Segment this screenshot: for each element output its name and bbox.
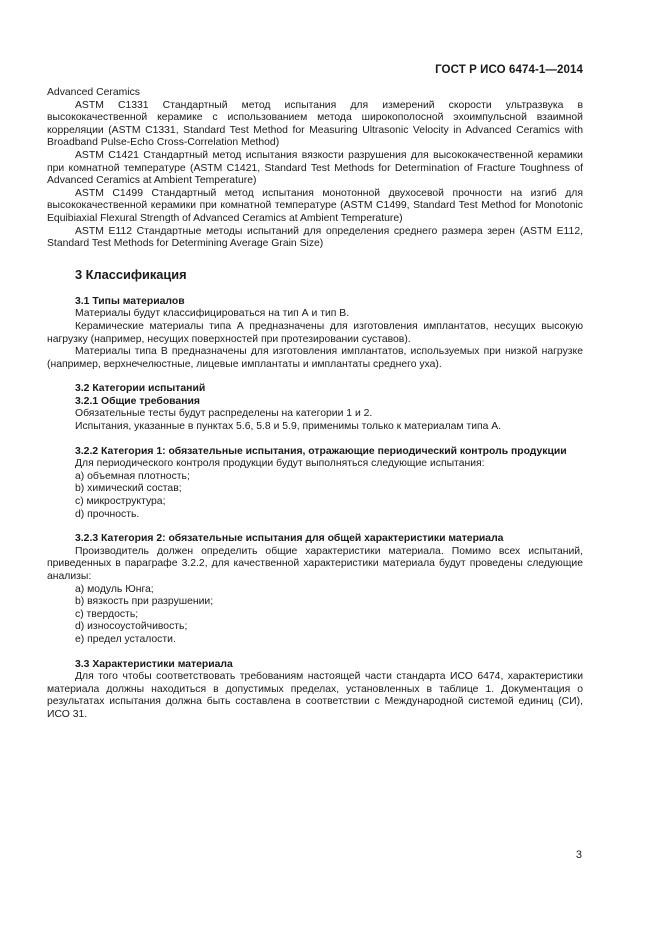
document-body	[47, 87, 583, 722]
list-item: а) объемная плотность;	[75, 470, 190, 482]
list-item: а) модуль Юнга;	[75, 583, 154, 595]
document-header: ГОСТ Р ИСО 6474-1—2014	[435, 64, 583, 76]
section-3-heading: 3 Классификация	[75, 266, 187, 282]
list-item: d) прочность.	[75, 508, 140, 520]
reference-astm-c1421: ASTM C1421 Стандартный метод испытания вязкости разрушения для высококачественной керамики при комнатной температуре (ASTM C1421, Standard Test Methods for Determination of Fracture Toughness of Advanced Ceramics at Ambient Temperature)	[47, 149, 583, 187]
reference-astm-e112: ASTM E112 Стандартные методы испытаний для определения среднего размера зерен (ASTM E112, Standard Test Methods for Determining Average Grain Size)	[47, 225, 583, 250]
paragraph: Для периодического контроля продукции будут выполняться следующие испытания:	[75, 458, 485, 470]
section-3-3-heading: 3.3 Характеристики материала	[75, 658, 233, 670]
page-number: 3	[575, 849, 582, 861]
list-item: d) износоустойчивость;	[75, 621, 188, 633]
list-item: c) микроструктура;	[75, 496, 166, 508]
list-item: b) химический состав;	[75, 483, 182, 495]
list-item: b) вязкость при разрушении;	[75, 596, 214, 608]
section-3-1-heading: 3.1 Типы материалов	[75, 295, 185, 307]
paragraph: Керамические материалы типа А предназначены для изготовления имплантатов, несущих высокую нагрузку (например, несущих поверхностей при протезировании суставов).	[47, 320, 583, 345]
intro-continuation: Advanced Ceramics	[47, 87, 140, 98]
list-item: e) предел усталости.	[75, 633, 176, 645]
paragraph: Материалы будут классифицироваться на тип А и тип В.	[75, 308, 350, 320]
paragraph: Материалы типа В предназначены для изготовления имплантатов, используемых при низкой нагрузке (например, верхнечелюстные, лицевые имплантаты и имплантаты среднего уха).	[47, 346, 583, 370]
reference-astm-c1331: ASTM C1331 Стандартный метод испытания для измерений скорости ультразвука в высококачественной керамике с использованием метода широкополосной эхоимпульсной взаимной корреляции (ASTM C1331, Standard Test Method for Measuring Ultrasonic Velocity in Advanced Ceramics with Broadband Pulse-Echo Cross-Correlation Method)	[47, 99, 583, 149]
list-item: c) твердость;	[75, 608, 139, 620]
paragraph: Для того чтобы соответствовать требованиям настоящей части стандарта ИСО 6474, характеристики материала должны находиться в допустимых пределах, установленных в таблице 1. Документация о результатах испытания должна быть составлена в соответствии с Международной системой единиц (СИ), ИСО 31.	[47, 671, 583, 720]
section-3-2-1-heading: 3.2.1 Общие требования	[75, 395, 200, 407]
section-3-2-2-heading: 3.2.2 Категория 1: обязательные испытания, отражающие периодический контроль продукции	[75, 445, 567, 457]
reference-astm-c1499: ASTM C1499 Стандартный метод испытания монотонной двухосевой прочности на изгиб для высококачественной керамики при комнатной температуре (ASTM C1499, Standard Test Method for Monotonic Equibiaxial Flexural Strength of Advanced Ceramics at Ambient Temperature)	[47, 187, 583, 224]
paragraph: Обязательные тесты будут распределены на категории 1 и 2.	[75, 408, 373, 420]
section-3-2-heading: 3.2 Категории испытаний	[75, 383, 206, 395]
section-3-2-3-heading: 3.2.3 Категория 2: обязательные испытания для общей характеристики материала	[75, 533, 504, 545]
paragraph: Производитель должен определить общие характеристики материала. Помимо всех испытаний, приведенных в параграфе 3.2.2, для качественной характеристики материала будут проведены следующие анализы:	[47, 545, 583, 582]
paragraph: Испытания, указанные в пунктах 5.6, 5.8 и 5.9, применимы только к материалам типа А.	[75, 421, 502, 433]
